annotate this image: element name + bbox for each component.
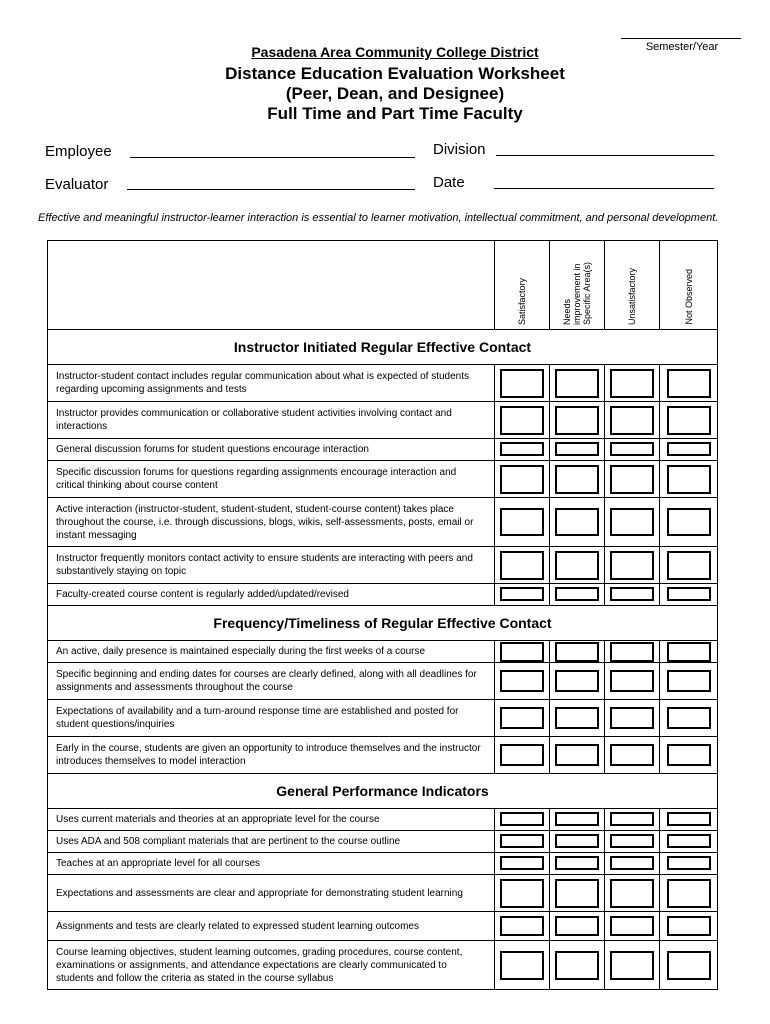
unsatisfactory-checkbox[interactable]: [610, 670, 654, 692]
unsatisfactory-checkbox[interactable]: [610, 442, 654, 456]
unsatisfactory-checkbox[interactable]: [610, 744, 654, 766]
not-observed-checkbox[interactable]: [667, 369, 711, 398]
needs-improvement-cell: [550, 641, 605, 663]
not-observed-checkbox[interactable]: [667, 744, 711, 766]
criterion-text: Faculty-created course content is regularly added/updated/revised: [48, 584, 495, 606]
needs-improvement-checkbox[interactable]: [555, 587, 599, 601]
unsatisfactory-cell: [605, 912, 660, 941]
unsatisfactory-cell: [605, 875, 660, 912]
criterion-text: Early in the course, students are given an opportunity to introduce themselves and the instructor introduces themselves to model interaction: [48, 737, 495, 774]
unsatisfactory-cell: [605, 547, 660, 584]
satisfactory-cell: [495, 809, 550, 831]
evaluator-label: Evaluator: [45, 176, 109, 193]
needs-improvement-cell: [550, 941, 605, 990]
needs-improvement-label: Needs improvement in Specific Area(s): [562, 261, 592, 325]
not-observed-cell: [660, 402, 718, 439]
needs-improvement-checkbox[interactable]: [555, 707, 599, 729]
unsatisfactory-cell: [605, 641, 660, 663]
needs-improvement-cell: [550, 498, 605, 547]
needs-improvement-checkbox[interactable]: [555, 856, 599, 870]
satisfactory-checkbox[interactable]: [500, 744, 544, 766]
criterion-row: [48, 737, 718, 774]
not-observed-cell: [660, 737, 718, 774]
unsatisfactory-cell: [605, 853, 660, 875]
satisfactory-cell: [495, 737, 550, 774]
criterion-text: Assignments and tests are clearly related to expressed student learning outcomes: [48, 912, 495, 941]
satisfactory-label: Satisfactory: [517, 277, 527, 325]
semester-year-label: Semester/Year: [645, 41, 719, 53]
employee-label: Employee: [45, 143, 112, 160]
satisfactory-cell: [495, 461, 550, 498]
needs-improvement-cell: [550, 547, 605, 584]
unsatisfactory-checkbox[interactable]: [610, 406, 654, 435]
needs-improvement-cell: [550, 853, 605, 875]
unsatisfactory-checkbox[interactable]: [610, 551, 654, 580]
satisfactory-cell: [495, 584, 550, 606]
division-label: Division: [433, 141, 486, 158]
criterion-text: Instructor frequently monitors contact activity to ensure students are interacting with peers and substantively staying on topic: [48, 547, 495, 584]
needs-improvement-checkbox[interactable]: [555, 642, 599, 662]
criterion-row: [48, 663, 718, 700]
satisfactory-cell: [495, 875, 550, 912]
satisfactory-checkbox[interactable]: [500, 951, 544, 980]
needs-improvement-cell: [550, 402, 605, 439]
needs-improvement-checkbox[interactable]: [555, 670, 599, 692]
section-header: [48, 330, 718, 365]
unsatisfactory-checkbox[interactable]: [610, 879, 654, 908]
satisfactory-cell: [495, 547, 550, 584]
unsatisfactory-checkbox[interactable]: [610, 642, 654, 662]
needs-improvement-cell: [550, 809, 605, 831]
not-observed-cell: [660, 365, 718, 402]
satisfactory-cell: [495, 402, 550, 439]
needs-improvement-checkbox[interactable]: [555, 834, 599, 848]
criterion-text: Specific discussion forums for questions regarding assignments encourage interaction and critical thinking about course content: [48, 461, 495, 498]
section-title: Instructor Initiated Regular Effective Contact: [48, 330, 718, 365]
satisfactory-checkbox[interactable]: [500, 442, 544, 456]
unsatisfactory-checkbox[interactable]: [610, 587, 654, 601]
criterion-row: [48, 809, 718, 831]
unsatisfactory-checkbox[interactable]: [610, 465, 654, 494]
criterion-text: Teaches at an appropriate level for all courses: [48, 853, 495, 875]
not-observed-cell: [660, 700, 718, 737]
satisfactory-checkbox[interactable]: [500, 465, 544, 494]
not-observed-cell: [660, 641, 718, 663]
column-unsatisfactory: [605, 241, 660, 330]
satisfactory-checkbox[interactable]: [500, 707, 544, 729]
satisfactory-cell: [495, 498, 550, 547]
needs-improvement-cell: [550, 663, 605, 700]
unsatisfactory-cell: [605, 365, 660, 402]
intro-statement: Effective and meaningful instructor-learner interaction is essential to learner motivation, intellectual commitment, and personal development.: [38, 212, 719, 224]
satisfactory-checkbox[interactable]: [500, 587, 544, 601]
district-name: Pasadena Area Community College District: [251, 44, 539, 60]
criterion-row: [48, 461, 718, 498]
unsatisfactory-cell: [605, 941, 660, 990]
section-title: General Performance Indicators: [48, 774, 718, 809]
needs-improvement-cell: [550, 912, 605, 941]
needs-improvement-checkbox[interactable]: [555, 916, 599, 936]
semester-year-line[interactable]: [621, 38, 741, 39]
not-observed-label: Not Observed: [683, 269, 694, 325]
not-observed-checkbox[interactable]: [667, 587, 711, 601]
page-subtitle: (Peer, Dean, and Designee): [285, 84, 505, 103]
needs-improvement-cell: [550, 439, 605, 461]
needs-improvement-cell: [550, 875, 605, 912]
employee-field[interactable]: [130, 157, 415, 158]
criterion-text: Active interaction (instructor-student, student-student, student-course content) takes place throughout the course, i.e. through discussions, blogs, wikis, self-assessments, posts, email or instant messaging: [48, 498, 495, 547]
not-observed-checkbox[interactable]: [667, 406, 711, 435]
not-observed-cell: [660, 941, 718, 990]
needs-improvement-cell: [550, 461, 605, 498]
satisfactory-cell: [495, 641, 550, 663]
unsatisfactory-checkbox[interactable]: [610, 856, 654, 870]
criterion-row: [48, 498, 718, 547]
criterion-row: [48, 365, 718, 402]
criterion-row: [48, 941, 718, 990]
criterion-text: Specific beginning and ending dates for courses are clearly defined, along with all deadlines for assignments and assessments throughout the course: [48, 663, 495, 700]
satisfactory-cell: [495, 912, 550, 941]
criterion-text: Instructor-student contact includes regular communication about what is expected of students regarding upcoming assignments and tests: [48, 365, 495, 402]
not-observed-cell: [660, 663, 718, 700]
not-observed-checkbox[interactable]: [667, 834, 711, 848]
not-observed-cell: [660, 853, 718, 875]
needs-improvement-checkbox[interactable]: [555, 465, 599, 494]
unsatisfactory-cell: [605, 831, 660, 853]
faculty-type-title: Full Time and Part Time Faculty: [267, 104, 523, 123]
not-observed-checkbox[interactable]: [667, 951, 711, 980]
criterion-row: [48, 831, 718, 853]
unsatisfactory-checkbox[interactable]: [610, 369, 654, 398]
not-observed-cell: [660, 584, 718, 606]
column-needs-improvement: [550, 241, 605, 330]
criterion-row: [48, 641, 718, 663]
blank-header-cell: [48, 241, 495, 330]
criterion-row: [48, 439, 718, 461]
criterion-row: [48, 547, 718, 584]
not-observed-cell: [660, 439, 718, 461]
criterion-text: General discussion forums for student questions encourage interaction: [48, 439, 495, 461]
unsatisfactory-checkbox[interactable]: [610, 916, 654, 936]
criterion-row: [48, 700, 718, 737]
unsatisfactory-label: Unsatisfactory: [627, 267, 637, 325]
satisfactory-cell: [495, 663, 550, 700]
not-observed-checkbox[interactable]: [667, 812, 711, 826]
unsatisfactory-checkbox[interactable]: [610, 707, 654, 729]
needs-improvement-checkbox[interactable]: [555, 406, 599, 435]
needs-improvement-cell: [550, 584, 605, 606]
criterion-row: [48, 912, 718, 941]
criterion-text: Expectations of availability and a turn-around response time are established and posted for student questions/inquiries: [48, 700, 495, 737]
criterion-row: [48, 402, 718, 439]
division-field[interactable]: [496, 155, 714, 156]
criterion-text: Course learning objectives, student learning outcomes, grading procedures, course content, examinations or assignments, and attendance expectations are clearly communicated to students and follow the criteria as stated in the course syllabus: [48, 941, 495, 990]
needs-improvement-checkbox[interactable]: [555, 369, 599, 398]
unsatisfactory-cell: [605, 439, 660, 461]
unsatisfactory-checkbox[interactable]: [610, 812, 654, 826]
satisfactory-checkbox[interactable]: [500, 508, 544, 536]
satisfactory-cell: [495, 365, 550, 402]
needs-improvement-checkbox[interactable]: [555, 812, 599, 826]
not-observed-checkbox[interactable]: [667, 916, 711, 936]
evaluation-table: [47, 240, 718, 990]
criterion-text: An active, daily presence is maintained especially during the first weeks of a course: [48, 641, 495, 663]
not-observed-cell: [660, 498, 718, 547]
not-observed-cell: [660, 547, 718, 584]
not-observed-cell: [660, 831, 718, 853]
not-observed-checkbox[interactable]: [667, 642, 711, 662]
unsatisfactory-cell: [605, 461, 660, 498]
not-observed-cell: [660, 912, 718, 941]
section-title: Frequency/Timeliness of Regular Effective Contact: [48, 606, 718, 641]
criterion-row: [48, 584, 718, 606]
date-field[interactable]: [494, 188, 714, 189]
needs-improvement-cell: [550, 831, 605, 853]
not-observed-checkbox[interactable]: [667, 551, 711, 580]
not-observed-checkbox[interactable]: [667, 879, 711, 908]
satisfactory-cell: [495, 700, 550, 737]
unsatisfactory-cell: [605, 402, 660, 439]
satisfactory-cell: [495, 439, 550, 461]
not-observed-checkbox[interactable]: [667, 707, 711, 729]
not-observed-cell: [660, 461, 718, 498]
satisfactory-cell: [495, 941, 550, 990]
needs-improvement-checkbox[interactable]: [555, 879, 599, 908]
unsatisfactory-checkbox[interactable]: [610, 508, 654, 536]
unsatisfactory-cell: [605, 663, 660, 700]
not-observed-checkbox[interactable]: [667, 670, 711, 692]
not-observed-checkbox[interactable]: [667, 856, 711, 870]
page-title: Distance Education Evaluation Worksheet: [225, 64, 565, 83]
section-header: [48, 606, 718, 641]
needs-improvement-cell: [550, 365, 605, 402]
satisfactory-checkbox[interactable]: [500, 369, 544, 398]
satisfactory-checkbox[interactable]: [500, 834, 544, 848]
unsatisfactory-cell: [605, 737, 660, 774]
satisfactory-checkbox[interactable]: [500, 670, 544, 692]
not-observed-checkbox[interactable]: [667, 465, 711, 494]
not-observed-checkbox[interactable]: [667, 508, 711, 536]
needs-improvement-checkbox[interactable]: [555, 744, 599, 766]
satisfactory-checkbox[interactable]: [500, 879, 544, 908]
needs-improvement-checkbox[interactable]: [555, 951, 599, 980]
satisfactory-checkbox[interactable]: [500, 406, 544, 435]
satisfactory-cell: [495, 831, 550, 853]
not-observed-cell: [660, 875, 718, 912]
evaluator-field[interactable]: [127, 189, 415, 190]
satisfactory-checkbox[interactable]: [500, 916, 544, 936]
needs-improvement-checkbox[interactable]: [555, 551, 599, 580]
needs-improvement-checkbox[interactable]: [555, 442, 599, 456]
needs-improvement-cell: [550, 737, 605, 774]
needs-improvement-checkbox[interactable]: [555, 508, 599, 536]
satisfactory-checkbox[interactable]: [500, 856, 544, 870]
column-not-observed: [660, 241, 718, 330]
column-satisfactory: [495, 241, 550, 330]
section-header: [48, 774, 718, 809]
unsatisfactory-checkbox[interactable]: [610, 834, 654, 848]
column-header-row: [48, 241, 718, 330]
not-observed-cell: [660, 809, 718, 831]
criterion-row: [48, 853, 718, 875]
date-label: Date: [433, 174, 465, 191]
needs-improvement-cell: [550, 700, 605, 737]
unsatisfactory-cell: [605, 809, 660, 831]
not-observed-checkbox[interactable]: [667, 442, 711, 456]
criterion-text: Expectations and assessments are clear and appropriate for demonstrating student learning: [48, 875, 495, 912]
criterion-text: Uses current materials and theories at an appropriate level for the course: [48, 809, 495, 831]
criterion-text: Uses ADA and 508 compliant materials that are pertinent to the course outline: [48, 831, 495, 853]
unsatisfactory-checkbox[interactable]: [610, 951, 654, 980]
satisfactory-checkbox[interactable]: [500, 812, 544, 826]
criterion-text: Instructor provides communication or collaborative student activities involving contact and interactions: [48, 402, 495, 439]
unsatisfactory-cell: [605, 498, 660, 547]
satisfactory-cell: [495, 853, 550, 875]
unsatisfactory-cell: [605, 584, 660, 606]
unsatisfactory-cell: [605, 700, 660, 737]
satisfactory-checkbox[interactable]: [500, 642, 544, 662]
criterion-row: [48, 875, 718, 912]
satisfactory-checkbox[interactable]: [500, 551, 544, 580]
